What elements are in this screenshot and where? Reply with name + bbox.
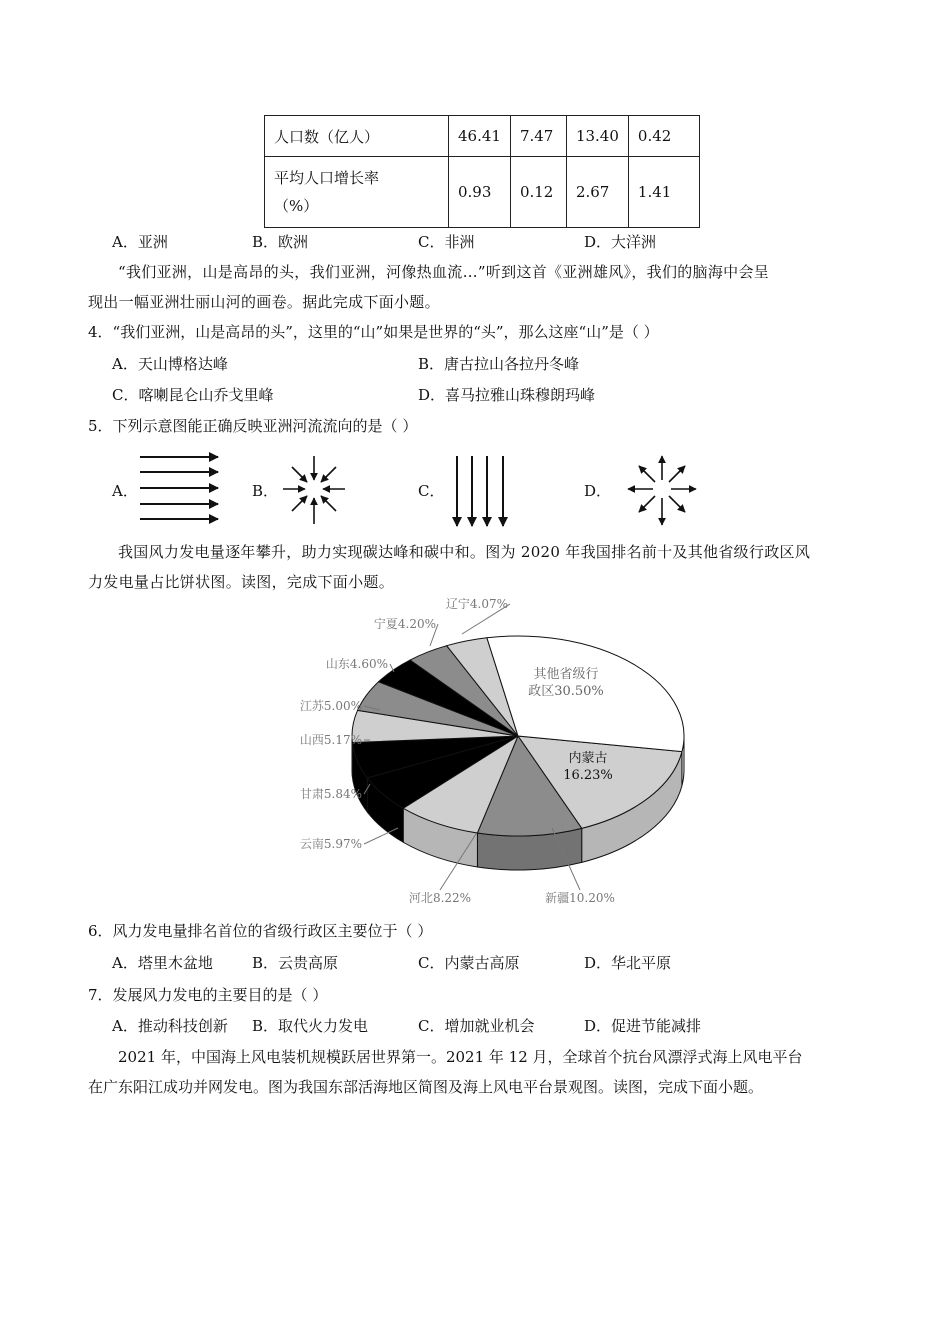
pie-label-value: 政区30.50% [528, 684, 604, 699]
intro-offshore-line1: 2021 年，中国海上风电装机规模跃居世界第一。2021 年 12 月，全球首个抗台风漂浮式海上风电平台 [118, 1048, 803, 1066]
q3-option-c[interactable]: C．非洲 [418, 233, 475, 251]
pie-label: 甘肃5.84% [299, 787, 362, 801]
q4-option-b[interactable]: B．唐古拉山各拉丹冬峰 [418, 355, 580, 373]
q7-stem: 7．发展风力发电的主要目的是（ ） [88, 986, 328, 1004]
pie-label: 山西5.17% [299, 733, 362, 747]
pie-label: 辽宁4.07% [445, 597, 508, 611]
pie-label: 宁夏4.20% [373, 617, 436, 631]
diagram-d-diverging-arrows [628, 456, 696, 525]
q5-option-c[interactable]: C． [418, 482, 445, 500]
q5-option-d[interactable]: D． [584, 482, 612, 500]
wind-power-pie-chart [280, 596, 700, 910]
q5-option-b[interactable]: B． [252, 482, 279, 500]
pie-label: 江苏5.00% [299, 699, 362, 713]
q6-option-d[interactable]: D．华北平原 [584, 954, 672, 972]
table-cell: 0.42 [628, 116, 699, 157]
diagram-b-converging-arrows [283, 456, 345, 524]
q3-option-b[interactable]: B．欧洲 [252, 233, 309, 251]
q7-option-b[interactable]: B．取代火力发电 [252, 1017, 369, 1035]
q5-stem: 5．下列示意图能正确反映亚洲河流流向的是（ ） [88, 417, 418, 435]
pie-label-name: 其他省级行 [533, 667, 599, 682]
q6-option-c[interactable]: C．内蒙古高原 [418, 954, 520, 972]
q5-option-a[interactable]: A． [112, 482, 138, 500]
table-cell: 2.67 [566, 157, 628, 228]
table-cell: 0.12 [510, 157, 566, 228]
row-label-line2: （%） [274, 197, 319, 215]
river-flow-diagrams [0, 0, 950, 560]
intro-wind-line1: 我国风力发电量逐年攀升，助力实现碳达峰和碳中和。图为 2020 年我国排名前十及其他省级行政区风 [118, 543, 811, 561]
q7-option-a[interactable]: A．推动科技创新 [112, 1017, 228, 1035]
intro-asia-line2: 现出一幅亚洲壮丽山河的画卷。据此完成下面小题。 [88, 293, 440, 311]
q6-option-a[interactable]: A．塔里木盆地 [112, 954, 213, 972]
pie-label: 山东4.60% [325, 657, 388, 671]
intro-wind-line2: 力发电量占比饼状图。读图，完成下面小题。 [88, 573, 395, 591]
q4-option-c[interactable]: C．喀喇昆仑山乔戈里峰 [112, 386, 274, 404]
table-cell: 0.93 [449, 157, 511, 228]
pie-label-value: 16.23% [563, 768, 613, 783]
q7-option-c[interactable]: C．增加就业机会 [418, 1017, 535, 1035]
pie-label-name: 内蒙古 [568, 751, 608, 766]
diagram-a-parallel-arrows [140, 457, 218, 519]
q6-option-b[interactable]: B．云贵高原 [252, 954, 339, 972]
intro-asia-line1: “我们亚洲，山是高昂的头，我们亚洲，河像热血流…”听到这首《亚洲雄风》，我们的脑海中会呈 [118, 263, 770, 281]
q4-stem: 4．“我们亚洲，山是高昂的头”，这里的“山”如果是世界的“头”，那么这座“山”是（ ） [88, 323, 659, 341]
table-cell: 13.40 [566, 116, 628, 157]
row-label: 人口数（亿人） [265, 116, 449, 157]
q7-option-d[interactable]: D．促进节能减排 [584, 1017, 702, 1035]
table-cell: 1.41 [628, 157, 699, 228]
intro-offshore-line2: 在广东阳江成功并网发电。图为我国东部活海地区简图及海上风电平台景观图。读图，完成下面小题。 [88, 1078, 764, 1096]
q4-option-a[interactable]: A．天山博格达峰 [112, 355, 228, 373]
pie-label: 河北8.22% [408, 891, 472, 905]
diagram-c-parallel-down-arrows [457, 456, 503, 526]
table-cell: 46.41 [449, 116, 511, 157]
pie-label: 云南5.97% [299, 837, 362, 851]
q3-option-a[interactable]: A．亚洲 [112, 233, 168, 251]
q4-option-d[interactable]: D．喜马拉雅山珠穆朗玛峰 [418, 386, 596, 404]
q3-option-d[interactable]: D．大洋洲 [584, 233, 657, 251]
q6-stem: 6．风力发电量排名首位的省级行政区主要位于（ ） [88, 922, 433, 940]
table-cell: 7.47 [510, 116, 566, 157]
pie-label: 新疆10.20% [545, 891, 615, 905]
row-label-line1: 平均人口增长率 [274, 169, 380, 187]
